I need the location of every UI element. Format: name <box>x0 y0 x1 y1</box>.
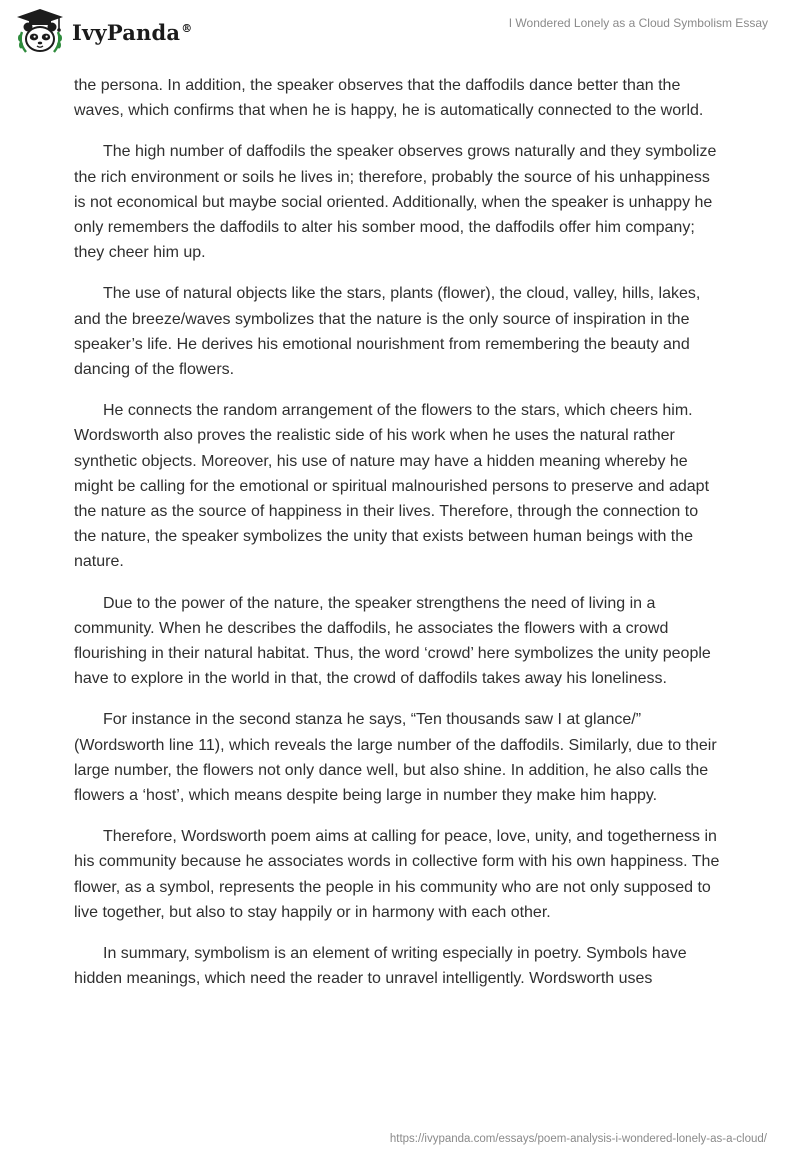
ivypanda-logo[interactable] <box>14 8 192 56</box>
paragraph: Therefore, Wordsworth poem aims at calling for peace, love, unity, and togetherness in his community because he associates words in collective form with his own happiness. The flower, as a symbol, represents the people in his community who are not only supposed to live together, but also to stay happily or in harmony with each other. <box>74 828 720 921</box>
paragraph: The high number of daffodils the speaker observes grows naturally and they symbolize the rich environment or soils he lives in; therefore, probably the source of his unhappiness is not economical but maybe social oriented. Additionally, when the speaker is unhappy he only remembers the daffodils to alter his somber mood, the daffodils offer him company; they cheer him up. <box>74 143 717 262</box>
paragraph: For instance in the second stanza he says, “Ten thousands saw I at glance/” (Wordsworth line 11), which reveals the large number of the daffodils. Similarly, due to their large number, the flowers not only dance well, but also shine. In addition, he also calls the flowers a ‘host’, which means despite being large in number they make him happy. <box>74 711 717 805</box>
page-header <box>0 0 800 64</box>
document-title: I Wondered Lonely as a Cloud Symbolism Essay <box>508 16 768 30</box>
panda-graduate-icon <box>14 8 66 56</box>
paragraph: the persona. In addition, the speaker observes that the daffodils dance better than the waves, which confirms that when he is happy, he is automatically connected to the world. <box>74 77 704 120</box>
paragraph: Due to the power of the nature, the speaker strengthens the need of living in a community. When he describes the daffodils, he associates the flowers with a crowd flourishing in their natural habitat. Thus, the word ‘crowd’ here symbolizes the unity people have to explore in the world in that, the crowd of daffodils takes away his loneliness. <box>74 594 711 688</box>
brand-name: IvyPanda® <box>72 19 193 45</box>
essay-body <box>74 73 720 1008</box>
source-url[interactable]: https://ivypanda.com/essays/poem-analysis-i-wondered-lonely-as-a-cloud/ <box>389 1133 767 1145</box>
paragraph: The use of natural objects like the stars, plants (flower), the cloud, valley, hills, lakes, and the breeze/waves symbolizes that the nature is the only source of inspiration in the speaker’s life. He derives his emotional nourishment from remembering the beauty and dancing of the flowers. <box>74 285 701 379</box>
paragraph: In summary, symbolism is an element of writing especially in poetry. Symbols have hidden meanings, which need the reader to unravel intelligently. Wordsworth uses <box>74 945 687 988</box>
paragraph: He connects the random arrangement of the flowers to the stars, which cheers him. Wordsworth also proves the realistic side of his work when he uses the natural rather synthetic objects. Moreover, his use of nature may have a hidden meaning whereby he might be calling for the emotional or spiritual malnourished persons to preserve and adapt the nature as the source of happiness in their lives. Therefore, through the connection to the nature, the speaker symbolizes the unity that exists between human beings with the nature. <box>74 402 710 571</box>
